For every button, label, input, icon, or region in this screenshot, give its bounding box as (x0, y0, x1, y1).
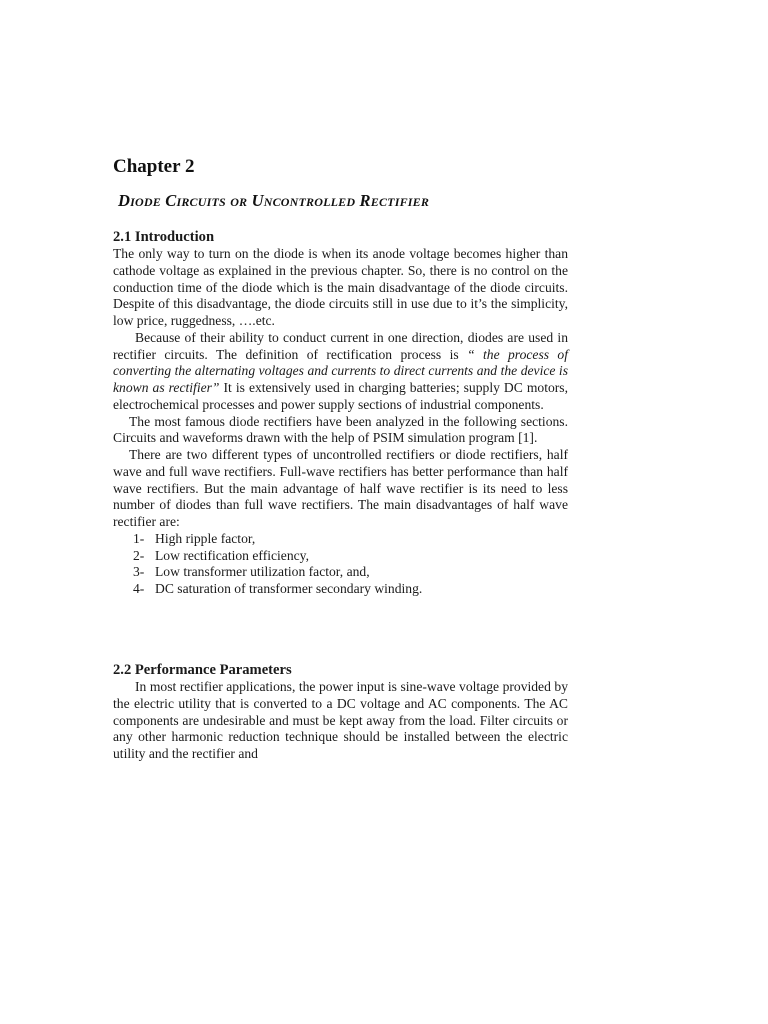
list-item-text: DC saturation of transformer secondary winding. (155, 581, 423, 596)
list-item-text: Low rectification efficiency, (155, 547, 309, 563)
paragraph-intro-2 (113, 330, 568, 414)
chapter-label: Chapter 2 (113, 156, 195, 177)
section-heading-introduction: 2.1 Introduction (113, 229, 215, 245)
list-item (113, 548, 568, 565)
list-item (113, 581, 568, 598)
list-item-number: 2- (133, 547, 145, 563)
list-item-number: 4- (133, 581, 145, 596)
paragraph-intro-2-before: Because of their ability to conduct current in one direction, diodes are used in rectifier circuits. The definition of rectification process is (113, 329, 568, 362)
list-item (113, 564, 568, 581)
disadvantages-list (113, 531, 568, 598)
paragraph-intro-4: There are two different types of uncontrolled rectifiers or diode rectifiers, half wave and full wave rectifiers. Full-wave rectifiers has better performance than half wave rectifiers. But the main advantage of half wave rectifier is its need to less number of diodes than full wave rectifiers. The main disadvantages of half wave rectifier are: (113, 447, 568, 529)
rectification-definition-quote: “ the process of converting the alternating voltages and currents to direct currents and the device is known as rectifier” (113, 346, 568, 395)
paragraph-intro-2-after: It is extensively used in charging batteries; supply DC motors, electrochemical processes and power supply sections of industrial components. (113, 380, 568, 412)
section-performance-parameters (113, 661, 568, 763)
list-item-number: 1- (133, 530, 145, 546)
section-heading-performance-parameters: 2.2 Performance Parameters (113, 662, 292, 678)
paragraph-intro-3: The most famous diode rectifiers have been analyzed in the following sections. Circuits and waveforms drawn with the help of PSIM simulation program [1]. (113, 413, 568, 446)
section-introduction (113, 228, 568, 598)
list-item (113, 531, 568, 548)
paragraph-intro-1: The only way to turn on the diode is when its anode voltage becomes higher than cathode voltage as explained in the previous chapter. So, there is no control on the conduction time of the diode which is the main disadvantage of the diode circuits. Despite of this disadvantage, the diode circuits still in use due to it’s the simplicity, low price, ruggedness, ….etc. (113, 246, 568, 328)
list-item-number: 3- (133, 564, 145, 580)
paragraph-performance-1: In most rectifier applications, the power input is sine-wave voltage provided by the electric utility that is converted to a DC voltage and AC components. The AC components are undesirable and must be kept away from the load. Filter circuits or any other harmonic reduction technique should be installed between the electric utility and the rectifier and (113, 679, 568, 761)
list-item-text: High ripple factor, (155, 530, 256, 546)
list-item-text: Low transformer utilization factor, and, (155, 564, 370, 580)
chapter-title: Diode Circuits or Uncontrolled Rectifier (118, 191, 430, 210)
